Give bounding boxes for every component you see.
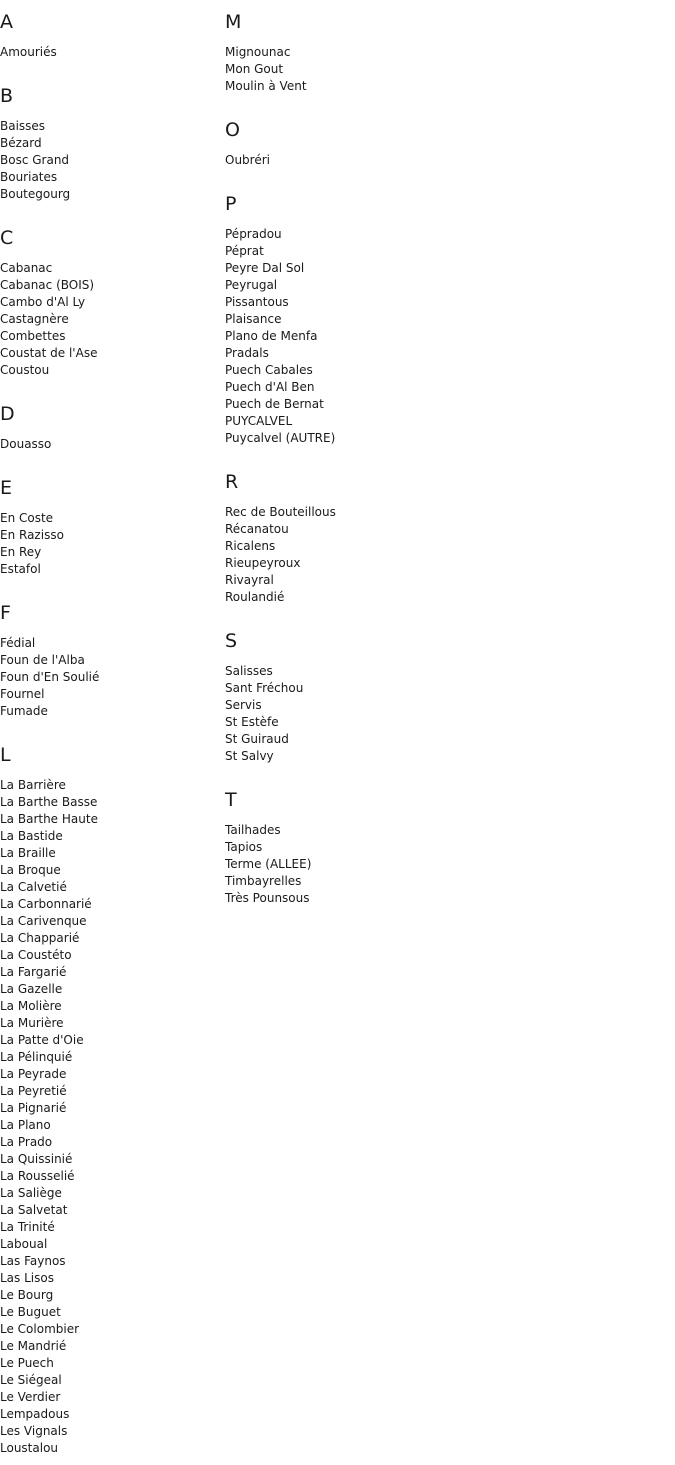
place-link-tres-pounsous[interactable]: Très Pounsous bbox=[225, 891, 310, 905]
place-link-le-puech[interactable]: Le Puech bbox=[0, 1356, 54, 1370]
list-item bbox=[0, 1032, 220, 1049]
letter-heading: P bbox=[225, 193, 237, 215]
place-link-servis[interactable]: Servis bbox=[225, 698, 262, 712]
list-item bbox=[0, 1321, 220, 1338]
list-item bbox=[0, 1134, 220, 1151]
list-item bbox=[225, 362, 525, 379]
list-item bbox=[225, 260, 525, 277]
list-item bbox=[225, 430, 525, 447]
list-item bbox=[0, 998, 220, 1015]
list-item bbox=[225, 890, 525, 907]
list-item bbox=[0, 1440, 220, 1457]
place-link-bouriates[interactable]: Bouriates bbox=[0, 170, 58, 184]
place-link-tailhades[interactable]: Tailhades bbox=[225, 823, 281, 837]
list-item bbox=[0, 913, 220, 930]
letter-group-l bbox=[0, 745, 220, 1457]
list-item bbox=[225, 856, 525, 873]
list-item bbox=[0, 930, 220, 947]
place-link-la-quissinie[interactable]: La Quissinié bbox=[0, 1152, 73, 1166]
list-item bbox=[0, 1066, 220, 1083]
list-item bbox=[0, 1049, 220, 1066]
place-link-cabanac-bois[interactable]: Cabanac (BOIS) bbox=[0, 278, 95, 292]
list-item bbox=[225, 731, 525, 748]
place-link-st-estefe[interactable]: St Estèfe bbox=[225, 715, 279, 729]
place-link-la-broque[interactable]: La Broque bbox=[0, 863, 61, 877]
place-link-salisses[interactable]: Salisses bbox=[225, 664, 273, 678]
place-link-moulin-a-vent[interactable]: Moulin à Vent bbox=[225, 79, 307, 93]
list-item bbox=[0, 981, 220, 998]
place-link-foun-d-en-soulie[interactable]: Foun d'En Soulié bbox=[0, 670, 100, 684]
place-link-en-razisso[interactable]: En Razisso bbox=[0, 528, 64, 542]
list-item bbox=[225, 697, 525, 714]
list-item bbox=[225, 311, 525, 328]
place-link-st-salvy[interactable]: St Salvy bbox=[225, 749, 274, 763]
list-item bbox=[225, 822, 525, 839]
place-link-la-plano[interactable]: La Plano bbox=[0, 1118, 51, 1132]
place-link-la-peyretie[interactable]: La Peyretié bbox=[0, 1084, 67, 1098]
place-link-la-prado[interactable]: La Prado bbox=[0, 1135, 53, 1149]
place-link-lempadous[interactable]: Lempadous bbox=[0, 1407, 70, 1421]
place-link-cabanac[interactable]: Cabanac bbox=[0, 261, 53, 275]
place-link-coustou[interactable]: Coustou bbox=[0, 363, 50, 377]
letter-heading: S bbox=[225, 630, 238, 652]
list-item bbox=[0, 1372, 220, 1389]
place-link-foun-de-l-alba[interactable]: Foun de l'Alba bbox=[0, 653, 85, 667]
place-link-la-barthe-basse[interactable]: La Barthe Basse bbox=[0, 795, 98, 809]
list-item bbox=[0, 1253, 220, 1270]
place-link-combettes[interactable]: Combettes bbox=[0, 329, 66, 343]
place-link-castagnere[interactable]: Castagnère bbox=[0, 312, 69, 326]
list-item bbox=[0, 294, 220, 311]
list-item bbox=[0, 964, 220, 981]
place-link-la-saliege[interactable]: La Saliège bbox=[0, 1186, 62, 1200]
list-item bbox=[0, 635, 220, 652]
place-link-recanatou[interactable]: Récanatou bbox=[225, 522, 289, 536]
list-item bbox=[225, 839, 525, 856]
list-item bbox=[225, 589, 525, 606]
place-link-la-calvetie[interactable]: La Calvetié bbox=[0, 880, 67, 894]
list-item bbox=[0, 561, 220, 578]
list-item bbox=[225, 504, 525, 521]
list-item bbox=[225, 748, 525, 765]
list-item bbox=[0, 118, 220, 135]
place-link-le-siegeal[interactable]: Le Siégeal bbox=[0, 1373, 62, 1387]
list-item bbox=[225, 572, 525, 589]
place-link-timbayrelles[interactable]: Timbayrelles bbox=[225, 874, 302, 888]
entry-list bbox=[0, 777, 220, 1457]
right-column bbox=[225, 0, 525, 907]
list-item bbox=[225, 538, 525, 555]
letter-heading: L bbox=[0, 744, 11, 766]
place-link-la-barthe-haute[interactable]: La Barthe Haute bbox=[0, 812, 98, 826]
place-link-la-bastide[interactable]: La Bastide bbox=[0, 829, 63, 843]
entry-list bbox=[0, 260, 220, 379]
letter-heading: C bbox=[0, 227, 14, 249]
list-item bbox=[0, 1219, 220, 1236]
letter-group-f bbox=[0, 603, 220, 720]
list-item bbox=[0, 328, 220, 345]
entry-list bbox=[225, 44, 525, 95]
list-item bbox=[0, 527, 220, 544]
place-link-coustat-de-l-ase[interactable]: Coustat de l'Ase bbox=[0, 346, 98, 360]
entry-list bbox=[0, 436, 220, 453]
place-link-la-cousteto[interactable]: La Coustéto bbox=[0, 948, 72, 962]
letter-heading: E bbox=[0, 477, 13, 499]
list-item bbox=[225, 277, 525, 294]
letter-group-e bbox=[0, 478, 220, 578]
letter-heading: R bbox=[225, 471, 239, 493]
list-item bbox=[0, 828, 220, 845]
place-link-mon-gout[interactable]: Mon Gout bbox=[225, 62, 284, 76]
list-item bbox=[0, 1338, 220, 1355]
letter-group-o bbox=[225, 120, 525, 169]
list-item bbox=[0, 1423, 220, 1440]
letter-heading: D bbox=[0, 403, 15, 425]
list-item bbox=[0, 436, 220, 453]
list-item bbox=[0, 1406, 220, 1423]
list-item bbox=[0, 896, 220, 913]
list-item bbox=[0, 1117, 220, 1134]
list-item bbox=[0, 44, 220, 61]
list-item bbox=[0, 1389, 220, 1406]
list-item bbox=[0, 947, 220, 964]
place-link-puycalvel-autre[interactable]: Puycalvel (AUTRE) bbox=[225, 431, 336, 445]
list-item bbox=[225, 345, 525, 362]
list-item bbox=[0, 277, 220, 294]
letter-heading: B bbox=[0, 85, 14, 107]
place-link-la-braille[interactable]: La Braille bbox=[0, 846, 56, 860]
letter-heading: A bbox=[0, 11, 13, 33]
place-link-rivayral[interactable]: Rivayral bbox=[225, 573, 274, 587]
place-link-le-colombier[interactable]: Le Colombier bbox=[0, 1322, 80, 1336]
place-link-en-coste[interactable]: En Coste bbox=[0, 511, 54, 525]
list-item bbox=[0, 652, 220, 669]
place-link-la-pelinquie[interactable]: La Pélinquié bbox=[0, 1050, 73, 1064]
list-item bbox=[225, 555, 525, 572]
list-item bbox=[0, 862, 220, 879]
list-item bbox=[0, 186, 220, 203]
list-item bbox=[225, 714, 525, 731]
place-link-baisses[interactable]: Baisses bbox=[0, 119, 46, 133]
place-link-le-buguet[interactable]: Le Buguet bbox=[0, 1305, 61, 1319]
place-link-loustalou[interactable]: Loustalou bbox=[0, 1441, 59, 1455]
place-link-las-faynos[interactable]: Las Faynos bbox=[0, 1254, 66, 1268]
list-item bbox=[225, 396, 525, 413]
entry-list bbox=[225, 663, 525, 765]
list-item bbox=[0, 794, 220, 811]
list-item bbox=[225, 61, 525, 78]
list-item bbox=[0, 260, 220, 277]
list-item bbox=[0, 1083, 220, 1100]
list-item bbox=[0, 152, 220, 169]
place-link-rieupeyroux[interactable]: Rieupeyroux bbox=[225, 556, 301, 570]
place-link-cambo-d-al-ly[interactable]: Cambo d'Al Ly bbox=[0, 295, 86, 309]
place-link-le-verdier[interactable]: Le Verdier bbox=[0, 1390, 61, 1404]
letter-group-t bbox=[225, 790, 525, 907]
entry-list bbox=[0, 118, 220, 203]
letter-heading: T bbox=[225, 789, 237, 811]
place-link-la-fargarie[interactable]: La Fargarié bbox=[0, 965, 67, 979]
entry-list bbox=[225, 152, 525, 169]
place-link-la-trinite[interactable]: La Trinité bbox=[0, 1220, 55, 1234]
list-item bbox=[0, 1236, 220, 1253]
letter-heading: M bbox=[225, 11, 242, 33]
place-link-fournel[interactable]: Fournel bbox=[0, 687, 45, 701]
place-link-plano-de-menfa[interactable]: Plano de Menfa bbox=[225, 329, 318, 343]
list-item bbox=[0, 1151, 220, 1168]
place-link-puech-cabales[interactable]: Puech Cabales bbox=[225, 363, 313, 377]
letter-group-b bbox=[0, 86, 220, 203]
list-item bbox=[0, 703, 220, 720]
place-link-pepradou[interactable]: Pépradou bbox=[225, 227, 282, 241]
entry-list bbox=[225, 504, 525, 606]
list-item bbox=[0, 135, 220, 152]
list-item bbox=[0, 362, 220, 379]
list-item bbox=[0, 1100, 220, 1117]
place-link-amouries[interactable]: Amouriés bbox=[0, 45, 57, 59]
list-item bbox=[0, 1287, 220, 1304]
list-item bbox=[0, 1185, 220, 1202]
list-item bbox=[0, 1168, 220, 1185]
place-link-puech-de-bernat[interactable]: Puech de Bernat bbox=[225, 397, 324, 411]
list-item bbox=[225, 379, 525, 396]
place-link-bezard[interactable]: Bézard bbox=[0, 136, 42, 150]
place-link-la-carivenque[interactable]: La Carivenque bbox=[0, 914, 87, 928]
list-item bbox=[0, 811, 220, 828]
place-link-estafol[interactable]: Estafol bbox=[0, 562, 41, 576]
place-link-le-mandrie[interactable]: Le Mandrié bbox=[0, 1339, 67, 1353]
letter-group-a bbox=[0, 12, 220, 61]
letter-group-p bbox=[225, 194, 525, 447]
place-link-puycalvel[interactable]: PUYCALVEL bbox=[225, 414, 293, 428]
place-link-en-rey[interactable]: En Rey bbox=[0, 545, 42, 559]
list-item bbox=[225, 521, 525, 538]
entry-list bbox=[0, 635, 220, 720]
list-item bbox=[0, 169, 220, 186]
place-link-st-guiraud[interactable]: St Guiraud bbox=[225, 732, 289, 746]
letter-heading: O bbox=[225, 119, 240, 141]
entry-list bbox=[225, 226, 525, 447]
list-item bbox=[0, 544, 220, 561]
place-link-peyrugal[interactable]: Peyrugal bbox=[225, 278, 278, 292]
entry-list bbox=[0, 44, 220, 61]
place-link-la-rousselie[interactable]: La Rousselié bbox=[0, 1169, 75, 1183]
letter-group-m bbox=[225, 12, 525, 95]
list-item bbox=[225, 44, 525, 61]
place-link-la-salvetat[interactable]: La Salvetat bbox=[0, 1203, 68, 1217]
list-item bbox=[0, 345, 220, 362]
list-item bbox=[225, 78, 525, 95]
place-link-fumade[interactable]: Fumade bbox=[0, 704, 48, 718]
list-item bbox=[0, 1270, 220, 1287]
place-link-la-moliere[interactable]: La Molière bbox=[0, 999, 62, 1013]
list-item bbox=[0, 845, 220, 862]
entry-list bbox=[225, 822, 525, 907]
place-link-tapios[interactable]: Tapios bbox=[225, 840, 263, 854]
place-link-le-bourg[interactable]: Le Bourg bbox=[0, 1288, 54, 1302]
place-link-roulandie[interactable]: Roulandié bbox=[225, 590, 285, 604]
list-item bbox=[0, 777, 220, 794]
list-item bbox=[0, 1202, 220, 1219]
place-link-peprat[interactable]: Péprat bbox=[225, 244, 264, 258]
letter-group-c bbox=[0, 228, 220, 379]
place-link-les-vignals[interactable]: Les Vignals bbox=[0, 1424, 68, 1438]
list-item bbox=[0, 1015, 220, 1032]
list-item bbox=[0, 510, 220, 527]
place-link-la-patte-d-oie[interactable]: La Patte d'Oie bbox=[0, 1033, 84, 1047]
place-link-terme-allee[interactable]: Terme (ALLEE) bbox=[225, 857, 312, 871]
place-link-oubreri[interactable]: Oubréri bbox=[225, 153, 270, 167]
list-item bbox=[0, 686, 220, 703]
list-item bbox=[0, 311, 220, 328]
place-link-mignounac[interactable]: Mignounac bbox=[225, 45, 291, 59]
list-item bbox=[0, 669, 220, 686]
list-item bbox=[225, 680, 525, 697]
list-item bbox=[225, 294, 525, 311]
place-link-la-muriere[interactable]: La Murière bbox=[0, 1016, 64, 1030]
letter-group-r bbox=[225, 472, 525, 606]
list-item bbox=[225, 413, 525, 430]
list-item bbox=[225, 243, 525, 260]
list-item bbox=[225, 328, 525, 345]
place-link-la-chapparie[interactable]: La Chapparié bbox=[0, 931, 80, 945]
place-link-bosc-grand[interactable]: Bosc Grand bbox=[0, 153, 70, 167]
list-item bbox=[225, 873, 525, 890]
left-column bbox=[0, 0, 220, 1457]
place-link-plaisance[interactable]: Plaisance bbox=[225, 312, 282, 326]
place-link-boutegourg[interactable]: Boutegourg bbox=[0, 187, 71, 201]
place-link-la-gazelle[interactable]: La Gazelle bbox=[0, 982, 63, 996]
place-link-peyre-dal-sol[interactable]: Peyre Dal Sol bbox=[225, 261, 305, 275]
place-link-douasso[interactable]: Douasso bbox=[0, 437, 52, 451]
list-item bbox=[0, 879, 220, 896]
place-link-pradals[interactable]: Pradals bbox=[225, 346, 269, 360]
place-link-rec-de-bouteillous[interactable]: Rec de Bouteillous bbox=[225, 505, 336, 519]
list-item bbox=[225, 152, 525, 169]
letter-group-d bbox=[0, 404, 220, 453]
place-link-la-peyrade[interactable]: La Peyrade bbox=[0, 1067, 67, 1081]
place-link-ricalens[interactable]: Ricalens bbox=[225, 539, 276, 553]
list-item bbox=[0, 1304, 220, 1321]
list-item bbox=[0, 1355, 220, 1372]
place-link-puech-d-al-ben[interactable]: Puech d'Al Ben bbox=[225, 380, 315, 394]
place-link-pissantous[interactable]: Pissantous bbox=[225, 295, 289, 309]
place-link-la-carbonnarie[interactable]: La Carbonnarié bbox=[0, 897, 92, 911]
place-link-las-lisos[interactable]: Las Lisos bbox=[0, 1271, 54, 1285]
place-link-la-pignarie[interactable]: La Pignarié bbox=[0, 1101, 67, 1115]
list-item bbox=[225, 226, 525, 243]
list-item bbox=[225, 663, 525, 680]
letter-heading: F bbox=[0, 602, 11, 624]
letter-group-s bbox=[225, 631, 525, 765]
place-link-fedial[interactable]: Fédial bbox=[0, 636, 36, 650]
place-link-sant-frechou[interactable]: Sant Fréchou bbox=[225, 681, 304, 695]
place-link-laboual[interactable]: Laboual bbox=[0, 1237, 48, 1251]
place-link-la-barriere[interactable]: La Barrière bbox=[0, 778, 66, 792]
entry-list bbox=[0, 510, 220, 578]
